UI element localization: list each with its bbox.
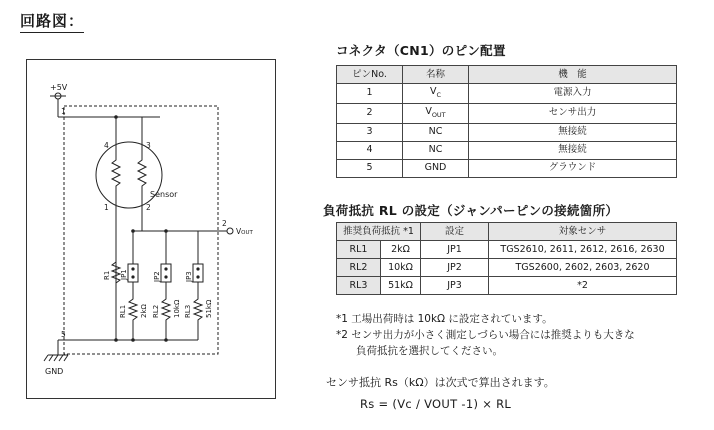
table-cell: TGS2600, 2602, 2603, 2620 — [489, 259, 677, 277]
resistor-rl1 — [129, 295, 137, 340]
resistance-formula: Rs = (Vc / VOUT -1) × RL — [360, 397, 512, 411]
note-1: *1 工場出荷時は 10kΩ に設定されています。 — [336, 313, 553, 325]
output-terminal — [227, 228, 233, 234]
r1-label: R1 — [103, 270, 111, 280]
table-cell: 51kΩ — [381, 277, 421, 295]
table-row — [337, 141, 677, 159]
table-row — [337, 259, 677, 277]
table-cell: NC — [403, 141, 469, 159]
table-cell: JP2 — [421, 259, 489, 277]
node-label-4: 4 — [104, 141, 109, 150]
table-cell: RL2 — [337, 259, 381, 277]
table-header-row — [337, 66, 677, 84]
table-header: 設定 — [421, 223, 489, 241]
rl1-name: RL1 — [119, 304, 127, 318]
table-cell: 電源入力 — [469, 84, 677, 104]
table-header: 機 能 — [469, 66, 677, 84]
table-row — [337, 103, 677, 123]
table-row — [337, 241, 677, 259]
table-cell: 無接続 — [469, 141, 677, 159]
table-cell: 2kΩ — [381, 241, 421, 259]
load-resistor-table — [336, 222, 677, 295]
circuit-diagram — [0, 0, 300, 430]
table-cell: 3 — [337, 123, 403, 141]
supply-label: +5V — [50, 83, 68, 92]
table-cell: GND — [403, 159, 469, 177]
pin-section-title: コネクタ（CN1）のピン配置 — [336, 43, 506, 58]
table-cell: JP3 — [421, 277, 489, 295]
table-cell: JP1 — [421, 241, 489, 259]
table-header: 名称 — [403, 66, 469, 84]
ground-label: GND — [45, 367, 64, 376]
table-header-row — [337, 223, 677, 241]
table-row — [337, 123, 677, 141]
table-cell: センサ出力 — [469, 103, 677, 123]
table-row — [337, 84, 677, 104]
table-cell: NC — [403, 123, 469, 141]
table-cell: RL3 — [337, 277, 381, 295]
table-row — [337, 159, 677, 177]
sensor-heater — [112, 152, 120, 198]
jp1-label: JP1 — [120, 269, 128, 280]
sensor-element — [138, 152, 146, 198]
node-label-2: 2 — [146, 203, 151, 212]
table-cell: グラウンド — [469, 159, 677, 177]
table-header: 対象センサ — [489, 223, 677, 241]
table-cell: 2 — [337, 103, 403, 123]
table-cell: 4 — [337, 141, 403, 159]
table-cell: 1 — [337, 84, 403, 104]
table-cell: RL1 — [337, 241, 381, 259]
note-2-continued: 負荷抵抗を選択してください。 — [356, 345, 503, 357]
load-section-title: 負荷抵抗 RL の設定（ジャンパーピンの接続箇所） — [323, 203, 619, 218]
table-cell: 無接続 — [469, 123, 677, 141]
node-label-5: 5 — [61, 330, 66, 339]
rl3-name: RL3 — [184, 304, 192, 318]
resistor-rl2 — [162, 295, 170, 340]
pin-table — [336, 65, 677, 178]
jp3-label: JP3 — [185, 271, 193, 282]
jumper-jp3 — [193, 264, 203, 282]
jp2-label: JP2 — [153, 271, 161, 282]
table-cell: *2 — [489, 277, 677, 295]
table-cell: TGS2610, 2611, 2612, 2616, 2630 — [489, 241, 677, 259]
table-header: ピンNo. — [337, 66, 403, 84]
jumper-jp2 — [161, 264, 171, 282]
rl3-value: 51kΩ — [205, 299, 213, 318]
sensor-label: Sensor — [150, 190, 178, 199]
node-label-1b: 1 — [104, 203, 109, 212]
circuit-diagram-title: 回路図： — [20, 10, 84, 33]
table-cell: $V_{OUT}$ — [403, 103, 469, 123]
output-label: VOUT — [236, 227, 253, 236]
rl2-name: RL2 — [152, 304, 160, 318]
output-pin-number: 2 — [222, 219, 227, 228]
node-label-3: 3 — [146, 141, 151, 150]
table-cell: 10kΩ — [381, 259, 421, 277]
table-cell: 5 — [337, 159, 403, 177]
table-row — [337, 277, 677, 295]
calc-description: センサ抵抗 Rs（kΩ）は次式で算出されます。 — [326, 376, 555, 389]
note-2: *2 センサ出力が小さく測定しづらい場合には推奨よりも大きな — [336, 329, 635, 341]
jumper-jp1 — [128, 264, 138, 282]
table-header: 推奨負荷抵抗 *1 — [337, 223, 421, 241]
rl1-value: 2kΩ — [140, 304, 148, 318]
table-cell: $V_C$ — [403, 84, 469, 104]
rl2-value: 10kΩ — [173, 299, 181, 318]
resistor-rl3 — [194, 295, 202, 340]
node-label-1: 1 — [61, 107, 66, 116]
